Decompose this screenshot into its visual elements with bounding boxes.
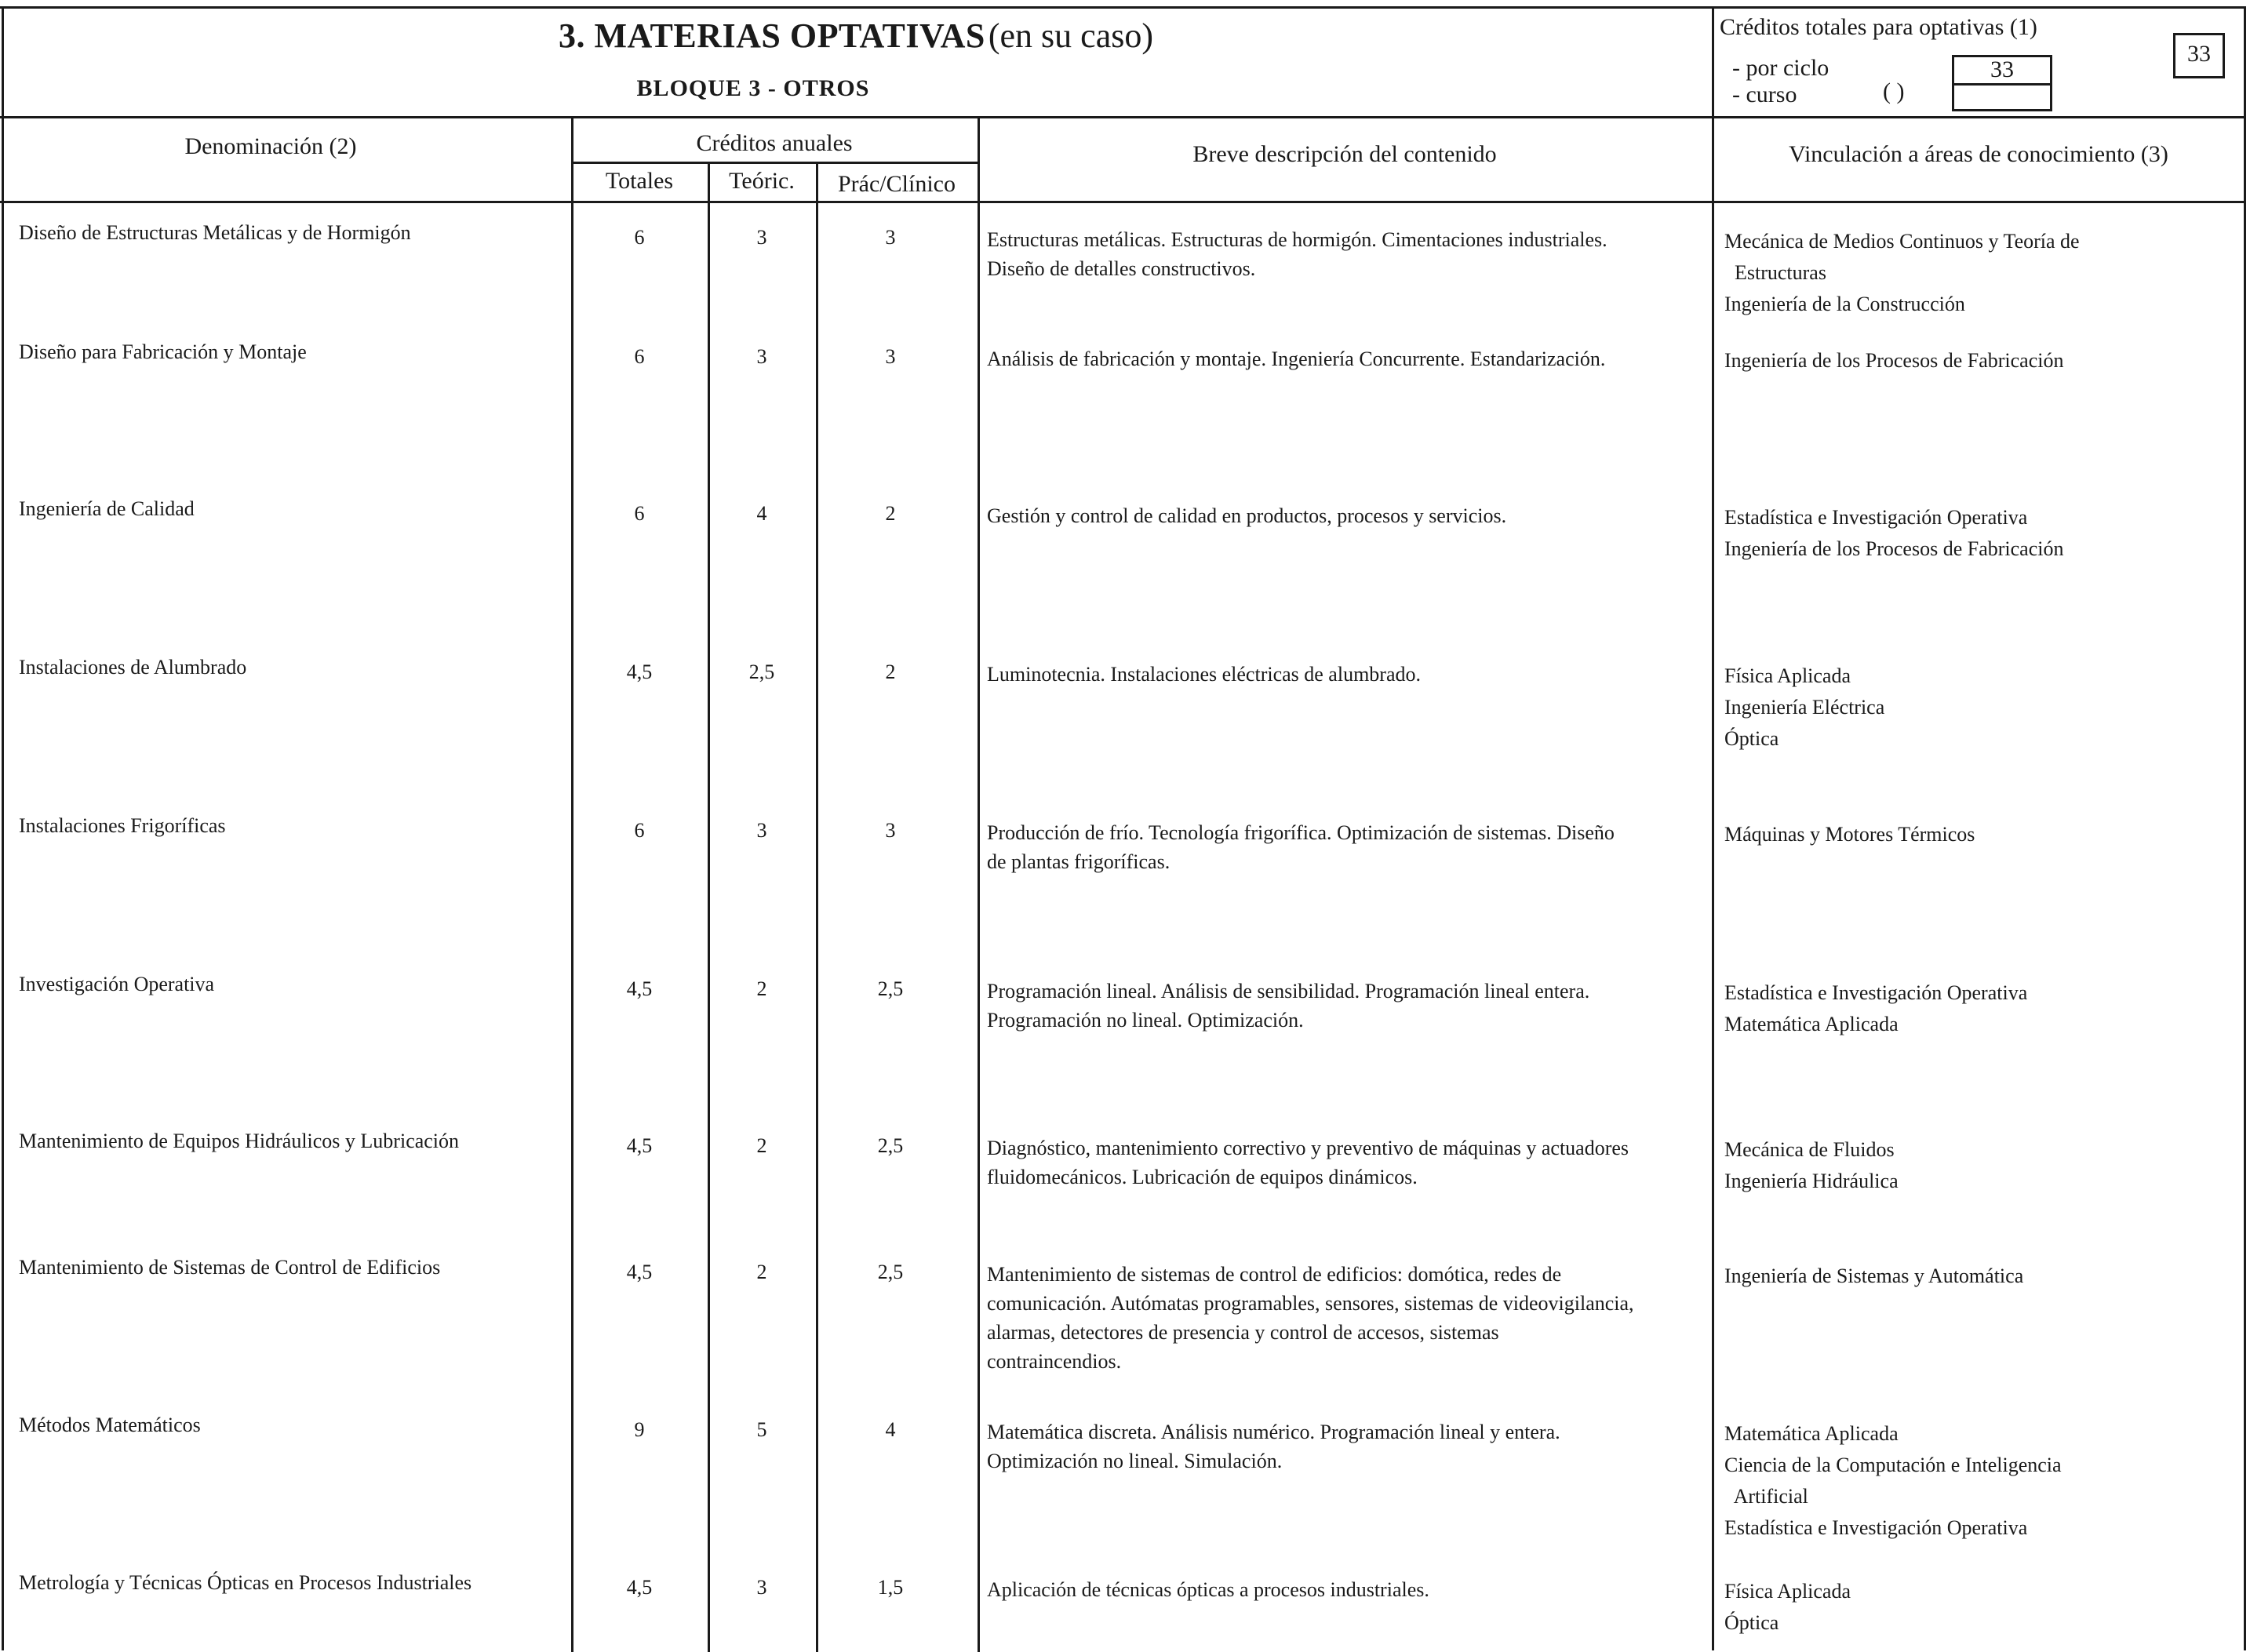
header-bottom-border [0, 116, 2245, 118]
knowledge-area-item: Estadística e Investigación Operativa [1724, 981, 2028, 1004]
credits-teoric: 2 [756, 1261, 767, 1283]
knowledge-area-item: Matemática Aplicada [1724, 1422, 1899, 1445]
subject-name: Diseño de Estructuras Metálicas y de Hormigón [19, 221, 411, 244]
knowledge-area-item: Artificial [1724, 1485, 1808, 1508]
credits-teoric: 2 [756, 977, 767, 1000]
description-line: Mantenimiento de sistemas de control de edificios: domótica, redes de [987, 1263, 1562, 1286]
credits-totales: 6 [634, 502, 645, 525]
credits-teoric: 5 [756, 1418, 767, 1441]
description-line: Gestión y control de calidad en productos, procesos y servicios. [987, 504, 1507, 527]
page-title: 3. MATERIAS OPTATIVAS (en su caso) [558, 16, 1154, 55]
knowledge-areas [1724, 226, 2234, 320]
knowledge-area-item: Óptica [1724, 1611, 1779, 1634]
knowledge-area-item: Mecánica de Fluidos [1724, 1138, 1895, 1161]
subject-name: Instalaciones de Alumbrado [19, 656, 247, 679]
header-totales: Totales [605, 168, 674, 194]
curso-label: - curso [1732, 82, 1797, 107]
por-ciclo-value: 33 [1990, 56, 2014, 82]
credits-teoric: 3 [756, 226, 767, 249]
credits-teoric: 2 [756, 1134, 767, 1157]
left-border [2, 6, 4, 1650]
knowledge-areas [1724, 1134, 2234, 1197]
credits-practico: 2,5 [877, 1134, 904, 1157]
knowledge-area-item: Ingeniería de los Procesos de Fabricación [1724, 349, 2064, 372]
subject-description [987, 344, 1709, 373]
knowledge-area-item: Estadística e Investigación Operativa [1724, 1516, 2028, 1539]
credits-practico: 2 [885, 660, 896, 683]
por-ciclo-box-divider [1952, 83, 2052, 86]
header-descripcion: Breve descripción del contenido [1192, 141, 1497, 167]
total-credits-value: 33 [2187, 41, 2211, 67]
knowledge-area-item: Ingeniería de la Construcción [1724, 293, 1965, 315]
description-line: contraincendios. [987, 1350, 1122, 1373]
knowledge-area-item: Ingeniería Hidráulica [1724, 1170, 1899, 1192]
subject-name: Instalaciones Frigoríficas [19, 814, 226, 837]
curso-paren: ( ) [1883, 78, 1905, 104]
knowledge-areas [1724, 819, 2234, 850]
credits-practico: 4 [885, 1418, 896, 1441]
knowledge-areas [1724, 660, 2234, 755]
description-line: de plantas frigoríficas. [987, 850, 1171, 873]
columns-bottom-border [0, 201, 2245, 203]
knowledge-area-item: Física Aplicada [1724, 664, 1851, 687]
creditos-totales-label: Créditos totales para optativas (1) [1720, 14, 2037, 40]
top-border [0, 6, 2245, 9]
credits-teoric: 2,5 [748, 660, 775, 683]
credits-totales: 6 [634, 819, 645, 842]
knowledge-areas [1724, 1576, 2234, 1639]
knowledge-area-item: Estructuras [1724, 261, 1826, 284]
subject-description [987, 1575, 1709, 1604]
credits-practico: 1,5 [877, 1576, 904, 1599]
subject-description [987, 1133, 1709, 1192]
subject-description [987, 501, 1709, 530]
header-denominacion: Denominación (2) [184, 133, 357, 159]
credits-totales: 4,5 [626, 660, 653, 683]
subject-name: Mantenimiento de Sistemas de Control de Edificios [19, 1256, 441, 1279]
knowledge-areas [1724, 977, 2234, 1040]
knowledge-area-item: Mecánica de Medios Continuos y Teoría de [1724, 230, 2080, 253]
subject-name: Investigación Operativa [19, 973, 215, 995]
subject-name: Ingeniería de Calidad [19, 497, 195, 520]
description-line: Estructuras metálicas. Estructuras de hormigón. Cimentaciones industriales. [987, 228, 1607, 251]
knowledge-area-item: Óptica [1724, 727, 1779, 750]
subject-description [987, 1260, 1709, 1376]
subject-description [987, 225, 1709, 283]
knowledge-area-item: Máquinas y Motores Térmicos [1724, 823, 1975, 846]
bloque-label: BLOQUE 3 - OTROS [636, 75, 870, 101]
right-border [2244, 6, 2246, 1650]
credits-teoric: 3 [756, 1576, 767, 1599]
subject-name: Metrología y Técnicas Ópticas en Procesos Industriales [19, 1571, 472, 1594]
knowledge-areas [1724, 1261, 2234, 1292]
credits-practico: 3 [885, 345, 896, 368]
description-line: comunicación. Autómatas programables, sensores, sistemas de videovigilancia, [987, 1292, 1634, 1315]
header-vinculacion: Vinculación a áreas de conocimiento (3) [1789, 141, 2168, 167]
subject-description [987, 818, 1709, 876]
description-line: Análisis de fabricación y montaje. Ingeniería Concurrente. Estandarización. [987, 348, 1606, 370]
credits-totales: 9 [634, 1418, 645, 1441]
header-practico: Prác/Clínico [838, 171, 956, 197]
credits-teoric: 3 [756, 345, 767, 368]
credits-practico: 2,5 [877, 1261, 904, 1283]
knowledge-areas [1724, 345, 2234, 377]
description-line: Programación lineal. Análisis de sensibilidad. Programación lineal entera. [987, 980, 1590, 1002]
knowledge-area-item: Ingeniería de los Procesos de Fabricación [1724, 537, 2064, 560]
knowledge-area-item: Ingeniería de Sistemas y Automática [1724, 1264, 2024, 1287]
knowledge-area-item: Estadística e Investigación Operativa [1724, 506, 2028, 529]
description-line: Diagnóstico, mantenimiento correctivo y preventivo de máquinas y actuadores [987, 1137, 1629, 1159]
credits-practico: 3 [885, 226, 896, 249]
credits-totales: 4,5 [626, 1576, 653, 1599]
knowledge-area-item: Física Aplicada [1724, 1580, 1851, 1603]
por-ciclo-label: - por ciclo [1732, 55, 1829, 81]
description-line: fluidomecánicos. Lubricación de equipos dinámicos. [987, 1166, 1418, 1188]
subject-name: Mantenimiento de Equipos Hidráulicos y Lubricación [19, 1130, 460, 1152]
credits-totales: 4,5 [626, 1134, 653, 1157]
subject-description [987, 1417, 1709, 1476]
credits-teoric: 3 [756, 819, 767, 842]
description-line: Programación no lineal. Optimización. [987, 1009, 1304, 1032]
credits-teoric: 4 [756, 502, 767, 525]
description-line: alarmas, detectores de presencia y control de accesos, sistemas [987, 1321, 1499, 1344]
knowledge-areas [1724, 502, 2234, 565]
header-teoric: Teóric. [729, 168, 795, 194]
subject-name: Métodos Matemáticos [19, 1414, 201, 1436]
description-line: Aplicación de técnicas ópticas a procesos industriales. [987, 1578, 1429, 1601]
credits-totales: 4,5 [626, 1261, 653, 1283]
description-line: Matemática discreta. Análisis numérico. Programación lineal y entera. [987, 1421, 1560, 1443]
credits-totales: 6 [634, 345, 645, 368]
description-line: Luminotecnia. Instalaciones eléctricas de alumbrado. [987, 663, 1421, 686]
knowledge-areas [1724, 1418, 2234, 1544]
subject-name: Diseño para Fabricación y Montaje [19, 340, 307, 363]
subject-description [987, 977, 1709, 1035]
credits-panel-divider [1712, 6, 1714, 1650]
knowledge-area-item: Matemática Aplicada [1724, 1013, 1899, 1035]
credits-totales: 4,5 [626, 977, 653, 1000]
description-line: Producción de frío. Tecnología frigorífica. Optimización de sistemas. Diseño [987, 821, 1615, 844]
description-line: Diseño de detalles constructivos. [987, 257, 1256, 280]
header-creditos-anuales: Créditos anuales [696, 130, 853, 156]
knowledge-area-item: Ciencia de la Computación e Inteligencia [1724, 1454, 2062, 1476]
knowledge-area-item: Ingeniería Eléctrica [1724, 696, 1885, 719]
credits-practico: 3 [885, 819, 896, 842]
subject-description [987, 660, 1709, 689]
creditos-anuales-underline [571, 162, 978, 164]
credits-practico: 2 [885, 502, 896, 525]
description-line: Optimización no lineal. Simulación. [987, 1450, 1283, 1472]
col-divider-practico [978, 116, 980, 1652]
credits-practico: 2,5 [877, 977, 904, 1000]
credits-totales: 6 [634, 226, 645, 249]
